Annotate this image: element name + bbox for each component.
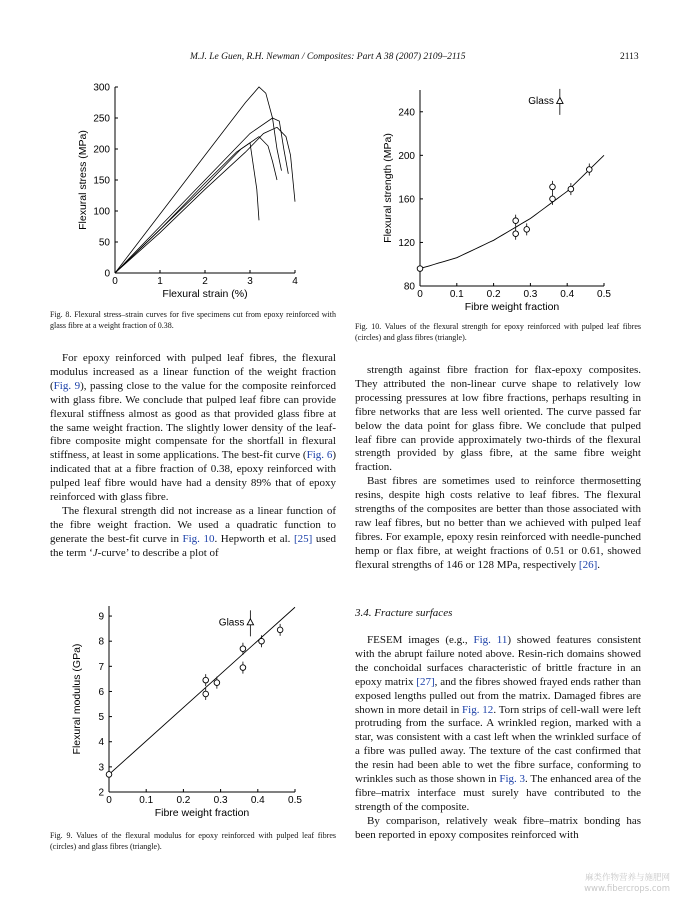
fig10-caption-text: Values of the flexural strength for epoxy reinforced with pulped leaf fibres (circles) and glass fibres (triangle).	[355, 322, 642, 342]
right-top-paragraph: strength against fibre fraction for flax-epoxy composites. They attributed the non-linear curve shape to relatively low processing pressures at low fibre fractions, perhaps resulting in fibre networks that are less well oriented. The curve passed far below the data point for glass fibre. We conclude that pulped leaf fibre can provide approximately two-thirds of the flexural strength provided by glass fibre, at the same fibre weight fraction.	[355, 364, 641, 474]
page-number: 2113	[620, 52, 639, 62]
reference-link[interactable]: [25]	[293, 532, 313, 545]
fig10-caption-label: Fig. 10.	[355, 322, 382, 331]
leaf-fibre-point	[203, 677, 209, 683]
y-tick-label: 5	[98, 712, 104, 724]
reference-link[interactable]: [26]	[578, 558, 598, 571]
left-paragraph: The flexural strength did not increase as a linear function of the fibre weight fraction. We used a quadratic function to generate the best-fit curve in Fig. 10. Hepworth et al. [25] used the term ‘J-curve’ to describe a plot of	[50, 504, 336, 559]
right-bottom-paragraph: By comparison, relatively weak fibre–matrix bonding has been reported in epoxy composites reinforced with	[355, 814, 641, 841]
section-heading: 3.4. Fracture surfaces	[355, 607, 453, 619]
best-fit-curve	[420, 155, 604, 268]
leaf-fibre-point	[106, 772, 112, 778]
y-tick-label: 6	[98, 686, 104, 698]
leaf-fibre-point	[524, 227, 530, 233]
right-column-text-top	[355, 364, 641, 573]
y-tick-label: 50	[98, 237, 110, 249]
y-tick-label: 200	[93, 144, 110, 156]
y-tick-label: 160	[398, 194, 415, 206]
leaf-fibre-point	[550, 184, 556, 190]
watermark	[584, 873, 670, 895]
fig10-chart	[380, 80, 620, 312]
y-axis-label: Flexural modulus (GPa)	[71, 643, 83, 755]
x-tick-label: 0.2	[486, 289, 501, 300]
reference-link[interactable]: Fig. 11	[473, 634, 508, 646]
x-axis-label: Fibre weight fraction	[464, 301, 560, 313]
y-tick-label: 100	[93, 206, 110, 218]
fig8-caption	[50, 309, 336, 331]
y-tick-label: 120	[398, 237, 415, 249]
x-tick-label: 0.3	[523, 289, 538, 300]
watermark-line-1: 麻类作物营养与施肥网	[584, 873, 670, 883]
leaf-fibre-point	[240, 646, 246, 652]
fig8-caption-label: Fig. 8.	[50, 310, 72, 319]
fig9-caption	[50, 830, 336, 852]
x-tick-label: 0.4	[250, 795, 265, 806]
leaf-fibre-point	[277, 627, 283, 633]
x-tick-label: 3	[247, 276, 253, 287]
reference-link[interactable]: Fig. 10	[182, 532, 215, 545]
glass-annotation: Glass	[528, 95, 554, 107]
glass-annotation: Glass	[218, 617, 245, 629]
y-tick-label: 2	[98, 787, 104, 799]
x-tick-label: 0	[112, 276, 118, 287]
leaf-fibre-point	[240, 665, 246, 671]
stress-strain-curve	[115, 137, 277, 273]
glass-fibre-point	[557, 97, 563, 103]
running-title: M.J. Le Guen, R.H. Newman / Composites: Part A 38 (2007) 2109–2115	[190, 52, 466, 62]
fig9-chart	[71, 596, 315, 828]
x-tick-label: 2	[202, 276, 208, 287]
fig8-chart	[75, 76, 315, 306]
x-tick-label: 4	[292, 276, 298, 287]
watermark-line-2: www.fibercrops.com	[584, 884, 670, 894]
leaf-fibre-point	[417, 266, 423, 272]
leaf-fibre-point	[203, 691, 209, 697]
fig9-caption-text: Values of the flexural modulus for epoxy reinforced with pulped leaf fibres (circles) and glass fibres (triangle).	[50, 831, 336, 851]
leaf-fibre-point	[214, 680, 220, 686]
stress-strain-curve	[115, 87, 282, 273]
stress-strain-curve	[115, 127, 295, 273]
reference-link[interactable]: Fig. 3	[499, 773, 526, 786]
x-tick-label: 0.1	[449, 289, 464, 300]
y-tick-label: 4	[98, 737, 104, 749]
x-tick-label: 0.4	[560, 289, 575, 300]
y-tick-label: 150	[93, 175, 110, 187]
x-axis-label: Flexural strain (%)	[162, 288, 248, 300]
x-tick-label: 0.5	[288, 795, 302, 806]
x-tick-label: 0.3	[213, 795, 228, 806]
x-tick-label: 0.2	[176, 795, 191, 806]
x-tick-label: 0	[106, 795, 112, 806]
right-column-text-bottom	[355, 634, 641, 843]
leaf-fibre-point	[586, 167, 592, 173]
page-header	[0, 52, 678, 66]
glass-fibre-point	[247, 619, 253, 625]
x-tick-label: 0.5	[597, 289, 611, 300]
left-paragraph: For epoxy reinforced with pulped leaf fibres, the flexural modulus increased as a linear function of the weight fraction (Fig. 9), passing close to the value for the composite reinforced with glass fibre. We conclude that pulped leaf fibre can provide flexural stiffness almost as good as that provided glass fibre at the same weight fraction. The slightly lower density of the leaf-fibre composite might compensate for the shortfall in flexural stiffness, at least in some applications. The best-fit curve (Fig. 6) indicated that at a fibre fraction of 0.38, epoxy reinforced with pulped leaf fibre would have had a density 89% that of epoxy reinforced with glass fibre.	[50, 352, 336, 504]
best-fit-line	[109, 607, 295, 774]
leaf-fibre-point	[513, 218, 519, 224]
y-tick-label: 9	[98, 611, 104, 623]
reference-link[interactable]: [27]	[416, 675, 435, 688]
y-tick-label: 250	[93, 113, 110, 125]
leaf-fibre-point	[513, 231, 519, 237]
fig9-caption-label: Fig. 9.	[50, 831, 73, 840]
leaf-fibre-point	[568, 186, 574, 192]
y-tick-label: 200	[398, 150, 415, 162]
x-tick-label: 1	[157, 276, 163, 287]
y-tick-label: 7	[98, 661, 104, 673]
x-axis-label: Fibre weight fraction	[154, 807, 250, 819]
y-tick-label: 80	[403, 281, 415, 293]
reference-link[interactable]: Fig. 12	[462, 703, 494, 716]
italic-term: J	[92, 546, 98, 559]
x-tick-label: 0	[417, 289, 423, 300]
leaf-fibre-point	[259, 638, 265, 644]
fig8-caption-text: Flexural stress–strain curves for five specimens cut from epoxy reinforced with glass fibre at a weight fraction of 0.38.	[50, 310, 336, 330]
right-bottom-paragraph: FESEM images (e.g., Fig. 11) showed features consistent with the abrupt failure noted above. Resin-rich domains showed the conchoidal surfaces characteristic of brittle fracture in an epoxy matrix [27], and the fibres showed frayed ends rather than exposed lengths pulled out from the matrix. Damaged fibres are shown in more detail in Fig. 12. Torn strips of cell-wall were left protruding from the surface. A wrinkled region, marked with a star, was consistent with a cast left when the wrinkled surface of a fibre was pulled away. The texture of the cast confirmed that the resin had been able to wet the fibre surface, conforming to wrinkles such as those shown in Fig. 3. The enhanced area of the fibre–matrix interface must surely have contributed to the strength of the composite.	[355, 634, 641, 813]
x-tick-label: 0.1	[139, 795, 154, 806]
fig10-caption	[355, 321, 641, 343]
leaf-fibre-point	[550, 196, 556, 202]
right-top-paragraph: Bast fibres are sometimes used to reinforce thermosetting resins, despite high costs relative to leaf fibres. The flexural strengths of the composites are better than those associated with raw leaf fibres, but no better than we achieved with pulped leaf fibres. For example, epoxy resin reinforced with needle-punched hemp or flax fibre, at weight fractions of 0.51 or 0.61, showed flexural strengths of 146 or 128 MPa, respectively [26].	[355, 475, 641, 571]
y-tick-label: 300	[93, 82, 110, 94]
y-tick-label: 0	[104, 268, 110, 280]
y-axis-label: Flexural strength (MPa)	[382, 133, 394, 243]
y-tick-label: 240	[398, 107, 415, 119]
reference-link[interactable]: Fig. 9	[53, 379, 81, 392]
left-column-text	[50, 352, 336, 561]
y-axis-label: Flexural stress (MPa)	[77, 130, 89, 230]
y-tick-label: 3	[98, 762, 104, 774]
y-tick-label: 8	[98, 636, 104, 648]
reference-link[interactable]: Fig. 6	[306, 449, 333, 462]
